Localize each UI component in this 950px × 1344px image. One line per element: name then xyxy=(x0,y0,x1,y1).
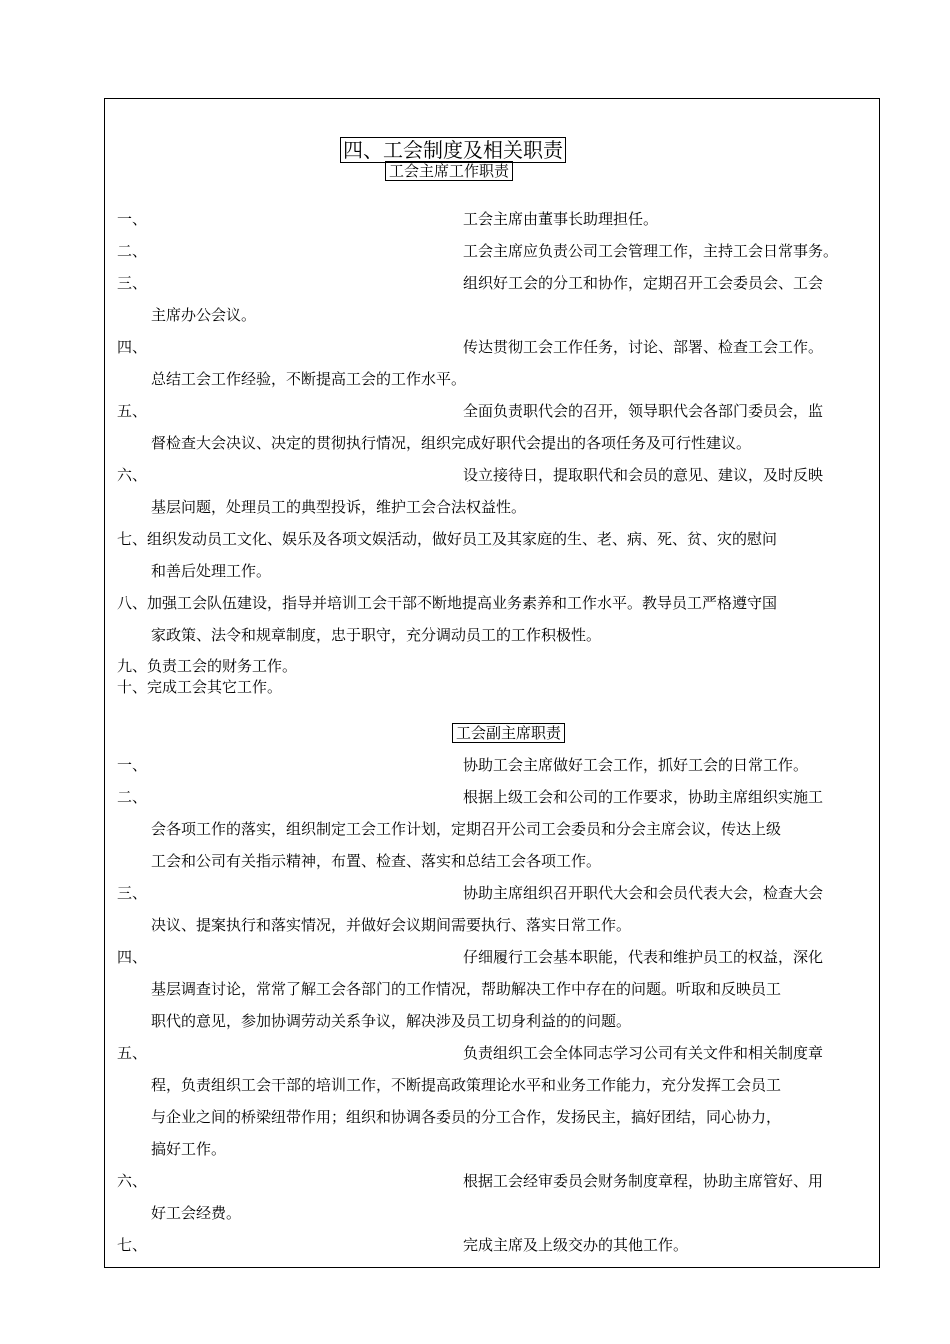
item-continuation: 督检查大会决议、决定的贯彻执行情况，组织完成好职代会提出的各项任务及可行性建议。 xyxy=(151,434,752,452)
item-number: 六、 xyxy=(117,466,148,484)
item-number: 三、 xyxy=(117,884,148,902)
item-text: 传达贯彻工会工作任务，讨论、部署、检查工会工作。 xyxy=(463,338,824,356)
item-text: 完成主席及上级交办的其他工作。 xyxy=(463,1236,689,1254)
item-text: 工会主席应负责公司工会管理工作，主持工会日常事务。 xyxy=(463,242,839,260)
item-continuation: 会各项工作的落实，组织制定工会工作计划，定期召开公司工会委员和分会主席会议，传达上级 xyxy=(151,820,782,838)
item-continuation: 和善后处理工作。 xyxy=(151,562,272,580)
item-number: 一、 xyxy=(117,756,148,774)
item-number: 四、 xyxy=(117,338,148,356)
section-heading-chairman: 工会主席工作职责 xyxy=(385,161,513,181)
item-number: 七、 xyxy=(117,1236,148,1254)
item-text: 七、组织发动员工文化、娱乐及各项文娱活动，做好员工及其家庭的生、老、病、死、贫、灾的慰问 xyxy=(117,530,778,548)
item-continuation: 家政策、法令和规章制度，忠于职守，充分调动员工的工作积极性。 xyxy=(151,626,602,644)
item-number: 二、 xyxy=(117,242,148,260)
item-continuation: 与企业之间的桥梁纽带作用；组织和协调各委员的分工合作，发扬民主，搞好团结，同心协力， xyxy=(151,1108,782,1126)
page-title: 四、工会制度及相关职责 xyxy=(340,137,566,163)
item-continuation: 好工会经费。 xyxy=(151,1204,242,1222)
item-continuation: 程，负责组织工会干部的培训工作，不断提高政策理论水平和业务工作能力，充分发挥工会员工 xyxy=(151,1076,782,1094)
item-text: 根据上级工会和公司的工作要求，协助主席组织实施工 xyxy=(463,788,824,806)
item-continuation: 基层问题，处理员工的典型投诉，维护工会合法权益性。 xyxy=(151,498,527,516)
item-text: 负责组织工会全体同志学习公司有关文件和相关制度章 xyxy=(463,1044,824,1062)
item-text: 仔细履行工会基本职能，代表和维护员工的权益，深化 xyxy=(463,948,824,966)
section-heading-vice-chairman: 工会副主席职责 xyxy=(452,723,565,743)
item-text: 九、负责工会的财务工作。 xyxy=(117,657,298,675)
item-text: 协助主席组织召开职代大会和会员代表大会，检查大会 xyxy=(463,884,824,902)
item-number: 三、 xyxy=(117,274,148,292)
item-number: 五、 xyxy=(117,402,148,420)
item-continuation: 职代的意见，参加协调劳动关系争议，解决涉及员工切身利益的的问题。 xyxy=(151,1012,632,1030)
item-text: 设立接待日，提取职代和会员的意见、建议，及时反映 xyxy=(463,466,824,484)
item-text: 十、完成工会其它工作。 xyxy=(117,678,283,696)
item-number: 四、 xyxy=(117,948,148,966)
item-number: 二、 xyxy=(117,788,148,806)
item-number: 五、 xyxy=(117,1044,148,1062)
item-continuation: 总结工会工作经验，不断提高工会的工作水平。 xyxy=(151,370,467,388)
item-continuation: 主席办公会议。 xyxy=(151,306,257,324)
item-text: 工会主席由董事长助理担任。 xyxy=(463,210,659,228)
item-text: 协助工会主席做好工会工作，抓好工会的日常工作。 xyxy=(463,756,809,774)
item-text: 根据工会经审委员会财务制度章程，协助主席管好、用 xyxy=(463,1172,824,1190)
item-continuation: 搞好工作。 xyxy=(151,1140,227,1158)
item-number: 一、 xyxy=(117,210,148,228)
item-text: 组织好工会的分工和协作，定期召开工会委员会、工会 xyxy=(463,274,824,292)
item-text: 全面负责职代会的召开，领导职代会各部门委员会，监 xyxy=(463,402,824,420)
item-continuation: 工会和公司有关指示精神，布置、检查、落实和总结工会各项工作。 xyxy=(151,852,602,870)
item-continuation: 基层调查讨论，常常了解工会各部门的工作情况，帮助解决工作中存在的问题。听取和反映员工 xyxy=(151,980,782,998)
item-continuation: 决议、提案执行和落实情况，并做好会议期间需要执行、落实日常工作。 xyxy=(151,916,632,934)
item-text: 八、加强工会队伍建设，指导并培训工会干部不断地提高业务素养和工作水平。教导员工严格遵守国 xyxy=(117,594,778,612)
item-number: 六、 xyxy=(117,1172,148,1190)
